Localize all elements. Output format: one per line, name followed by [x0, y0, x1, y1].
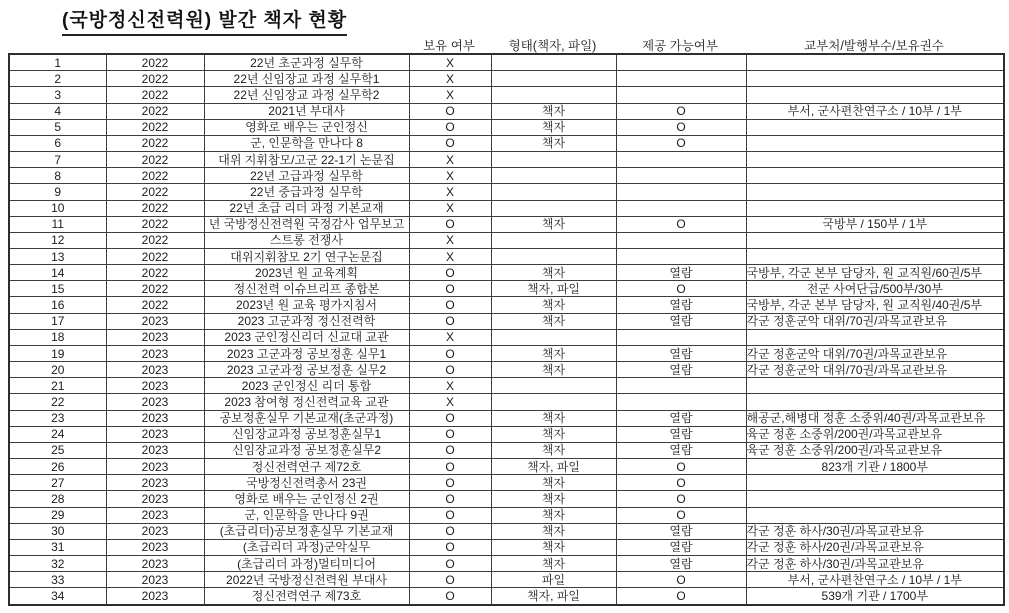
cell-title: 군, 인문학을 만나다 8: [204, 135, 409, 151]
cell-format: 책자: [491, 362, 616, 378]
cell-no: 25: [9, 442, 106, 458]
cell-title: 22년 신임장교 과정 실무학2: [204, 87, 409, 103]
cell-availability: 열람: [616, 345, 746, 361]
cell-title: 영화로 배우는 군인정신 2권: [204, 491, 409, 507]
cell-no: 1: [9, 54, 106, 71]
cell-availability: O: [616, 507, 746, 523]
cell-own-status: X: [409, 329, 491, 345]
cell-availability: [616, 168, 746, 184]
table-row: [9, 507, 1004, 523]
cell-format: 책자: [491, 265, 616, 281]
cell-no: 15: [9, 281, 106, 297]
cell-format: 책자: [491, 442, 616, 458]
cell-distribution: [746, 329, 1004, 345]
cell-own-status: O: [409, 555, 491, 571]
cell-title: 공보정훈실무 기본교재(초군과정): [204, 410, 409, 426]
cell-year: 2023: [106, 475, 204, 491]
cell-availability: [616, 378, 746, 394]
cell-format: 파일: [491, 572, 616, 588]
cell-distribution: 각군 정훈군악 대위/70권/과목교관보유: [746, 313, 1004, 329]
table-row: [9, 410, 1004, 426]
cell-no: 34: [9, 588, 106, 605]
cell-distribution: [746, 378, 1004, 394]
cell-availability: O: [616, 103, 746, 119]
cell-title: 2023년 원 교육 평가지침서: [204, 297, 409, 313]
cell-own-status: X: [409, 54, 491, 71]
cell-distribution: 국방부, 각군 본부 담당자, 원 교직원/60권/5부: [746, 265, 1004, 281]
cell-availability: 열람: [616, 539, 746, 555]
table-row: [9, 152, 1004, 168]
cell-year: 2022: [106, 297, 204, 313]
cell-year: 2023: [106, 410, 204, 426]
cell-no: 8: [9, 168, 106, 184]
cell-own-status: O: [409, 459, 491, 475]
cell-availability: [616, 394, 746, 410]
table-row: [9, 71, 1004, 87]
column-header-format: 형태(책자, 파일): [508, 39, 597, 53]
cell-no: 13: [9, 249, 106, 265]
cell-format: 책자: [491, 345, 616, 361]
cell-title: 정신전력 이슈브리프 종합본: [204, 281, 409, 297]
cell-format: 책자: [491, 523, 616, 539]
table-row: [9, 362, 1004, 378]
cell-availability: [616, 200, 746, 216]
cell-format: 책자: [491, 555, 616, 571]
table-row: [9, 281, 1004, 297]
table-row: [9, 345, 1004, 361]
cell-availability: 열람: [616, 442, 746, 458]
cell-no: 30: [9, 523, 106, 539]
cell-year: 2023: [106, 539, 204, 555]
table-row: [9, 297, 1004, 313]
cell-year: 2022: [106, 119, 204, 135]
cell-own-status: O: [409, 265, 491, 281]
cell-title: 2022년 국방정신전력원 부대사: [204, 572, 409, 588]
cell-distribution: [746, 54, 1004, 71]
cell-distribution: [746, 232, 1004, 248]
table-row: [9, 459, 1004, 475]
cell-distribution: 823개 기관 / 1800부: [746, 459, 1004, 475]
cell-year: 2023: [106, 394, 204, 410]
cell-own-status: O: [409, 507, 491, 523]
cell-year: 2023: [106, 491, 204, 507]
cell-title: 22년 신임장교 과정 실무학1: [204, 71, 409, 87]
cell-title: 22년 초급 리더 과정 기본교재: [204, 200, 409, 216]
cell-year: 2023: [106, 507, 204, 523]
column-header-availability: 제공 가능여부: [642, 39, 718, 53]
cell-year: 2022: [106, 281, 204, 297]
cell-own-status: X: [409, 249, 491, 265]
cell-own-status: O: [409, 426, 491, 442]
cell-no: 4: [9, 103, 106, 119]
cell-availability: 열람: [616, 426, 746, 442]
cell-format: [491, 329, 616, 345]
cell-year: 2022: [106, 54, 204, 71]
cell-distribution: [746, 71, 1004, 87]
cell-title: 2023 군인정신리더 신교대 교관: [204, 329, 409, 345]
cell-distribution: [746, 475, 1004, 491]
table-body: [9, 54, 1004, 605]
cell-year: 2023: [106, 362, 204, 378]
table-row: [9, 426, 1004, 442]
cell-distribution: [746, 168, 1004, 184]
cell-no: 3: [9, 87, 106, 103]
cell-availability: 열람: [616, 297, 746, 313]
cell-format: [491, 71, 616, 87]
cell-format: 책자: [491, 491, 616, 507]
cell-own-status: O: [409, 103, 491, 119]
cell-own-status: O: [409, 475, 491, 491]
cell-year: 2023: [106, 588, 204, 605]
cell-year: 2022: [106, 265, 204, 281]
cell-year: 2023: [106, 442, 204, 458]
cell-distribution: [746, 152, 1004, 168]
cell-no: 28: [9, 491, 106, 507]
cell-availability: [616, 71, 746, 87]
cell-distribution: [746, 394, 1004, 410]
cell-title: 년 국방정신전력원 국정감사 업무보고: [204, 216, 409, 232]
cell-own-status: X: [409, 71, 491, 87]
cell-year: 2022: [106, 168, 204, 184]
cell-year: 2022: [106, 87, 204, 103]
cell-year: 2023: [106, 572, 204, 588]
cell-no: 7: [9, 152, 106, 168]
cell-availability: 열람: [616, 555, 746, 571]
cell-distribution: 각군 정훈군악 대위/70권/과목교관보유: [746, 362, 1004, 378]
cell-title: 2023년 원 교육계획: [204, 265, 409, 281]
cell-year: 2022: [106, 103, 204, 119]
cell-own-status: X: [409, 200, 491, 216]
cell-own-status: X: [409, 87, 491, 103]
cell-year: 2023: [106, 345, 204, 361]
cell-availability: O: [616, 588, 746, 605]
cell-no: 24: [9, 426, 106, 442]
cell-own-status: O: [409, 313, 491, 329]
cell-availability: O: [616, 572, 746, 588]
cell-distribution: 국방부, 각군 본부 담당자, 원 교직원/40권/5부: [746, 297, 1004, 313]
cell-distribution: 전군 사여단급/500부/30부: [746, 281, 1004, 297]
table-row: [9, 491, 1004, 507]
cell-no: 17: [9, 313, 106, 329]
cell-availability: [616, 152, 746, 168]
cell-format: 책자, 파일: [491, 588, 616, 605]
cell-title: 22년 초군과정 실무학: [204, 54, 409, 71]
table-row: [9, 442, 1004, 458]
cell-distribution: [746, 249, 1004, 265]
cell-own-status: O: [409, 410, 491, 426]
cell-own-status: X: [409, 232, 491, 248]
cell-year: 2023: [106, 329, 204, 345]
cell-availability: [616, 184, 746, 200]
cell-no: 9: [9, 184, 106, 200]
cell-own-status: O: [409, 135, 491, 151]
cell-availability: O: [616, 216, 746, 232]
cell-format: 책자: [491, 135, 616, 151]
table-row: [9, 265, 1004, 281]
cell-own-status: O: [409, 588, 491, 605]
cell-availability: [616, 249, 746, 265]
cell-distribution: [746, 184, 1004, 200]
table-row: [9, 168, 1004, 184]
table-row: [9, 555, 1004, 571]
cell-distribution: [746, 491, 1004, 507]
cell-own-status: O: [409, 281, 491, 297]
cell-year: 2022: [106, 184, 204, 200]
cell-format: 책자, 파일: [491, 459, 616, 475]
table-row: [9, 523, 1004, 539]
cell-year: 2023: [106, 313, 204, 329]
cell-title: 영화로 배우는 군인정신: [204, 119, 409, 135]
cell-distribution: [746, 119, 1004, 135]
table-row: [9, 572, 1004, 588]
table-row: [9, 232, 1004, 248]
cell-own-status: X: [409, 152, 491, 168]
cell-year: 2022: [106, 71, 204, 87]
cell-distribution: 육군 정훈 소중위/200권/과목교관보유: [746, 426, 1004, 442]
table-row: [9, 313, 1004, 329]
cell-format: 책자, 파일: [491, 281, 616, 297]
cell-distribution: [746, 200, 1004, 216]
column-header-own-status: 보유 여부: [423, 39, 475, 53]
table-row: [9, 588, 1004, 605]
cell-no: 22: [9, 394, 106, 410]
cell-no: 19: [9, 345, 106, 361]
cell-no: 29: [9, 507, 106, 523]
cell-distribution: 각군 정훈군악 대위/70권/과목교관보유: [746, 345, 1004, 361]
cell-own-status: O: [409, 523, 491, 539]
cell-distribution: 부서, 군사편찬연구소 / 10부 / 1부: [746, 572, 1004, 588]
cell-format: [491, 232, 616, 248]
cell-own-status: O: [409, 572, 491, 588]
cell-own-status: X: [409, 378, 491, 394]
cell-year: 2023: [106, 555, 204, 571]
cell-title: (초급리더 과정)멀티미디어: [204, 555, 409, 571]
cell-no: 10: [9, 200, 106, 216]
cell-format: 책자: [491, 216, 616, 232]
cell-own-status: O: [409, 442, 491, 458]
cell-availability: [616, 87, 746, 103]
column-header-distribution: 교부처/발행부수/보유권수: [804, 39, 944, 53]
table-row: [9, 475, 1004, 491]
cell-distribution: [746, 135, 1004, 151]
cell-own-status: O: [409, 297, 491, 313]
cell-format: [491, 152, 616, 168]
table-row: [9, 135, 1004, 151]
cell-no: 32: [9, 555, 106, 571]
cell-own-status: X: [409, 394, 491, 410]
cell-year: 2022: [106, 216, 204, 232]
cell-year: 2023: [106, 378, 204, 394]
cell-title: 국방정신전력총서 23권: [204, 475, 409, 491]
cell-year: 2022: [106, 232, 204, 248]
cell-title: 2021년 부대사: [204, 103, 409, 119]
table-row: [9, 394, 1004, 410]
cell-year: 2022: [106, 135, 204, 151]
cell-title: 대위 지휘참모/고군 22-1기 논문집: [204, 152, 409, 168]
table-row: [9, 539, 1004, 555]
cell-availability: 열람: [616, 313, 746, 329]
cell-year: 2023: [106, 459, 204, 475]
cell-availability: 열람: [616, 362, 746, 378]
cell-no: 23: [9, 410, 106, 426]
cell-own-status: X: [409, 184, 491, 200]
cell-format: [491, 200, 616, 216]
cell-availability: O: [616, 459, 746, 475]
cell-year: 2022: [106, 200, 204, 216]
cell-availability: [616, 54, 746, 71]
cell-title: 정신전력연구 제72호: [204, 459, 409, 475]
cell-year: 2022: [106, 249, 204, 265]
cell-no: 21: [9, 378, 106, 394]
cell-availability: 열람: [616, 410, 746, 426]
cell-own-status: O: [409, 491, 491, 507]
cell-title: 22년 중급과정 실무학: [204, 184, 409, 200]
cell-title: 2023 참여형 정신전력교육 교관: [204, 394, 409, 410]
cell-year: 2023: [106, 426, 204, 442]
cell-distribution: [746, 507, 1004, 523]
cell-title: 22년 고급과정 실무학: [204, 168, 409, 184]
cell-format: [491, 394, 616, 410]
cell-availability: [616, 232, 746, 248]
table-row: [9, 184, 1004, 200]
cell-availability: [616, 329, 746, 345]
cell-no: 2: [9, 71, 106, 87]
cell-no: 31: [9, 539, 106, 555]
page-title: (국방정신전력원) 발간 책자 현황: [62, 5, 347, 36]
table-row: [9, 54, 1004, 71]
cell-no: 12: [9, 232, 106, 248]
cell-format: 책자: [491, 103, 616, 119]
cell-format: 책자: [491, 426, 616, 442]
cell-distribution: 부서, 군사편찬연구소 / 10부 / 1부: [746, 103, 1004, 119]
cell-format: [491, 87, 616, 103]
published-books-table: [8, 53, 1005, 606]
cell-format: 책자: [491, 119, 616, 135]
table-row: [9, 216, 1004, 232]
table-row: [9, 329, 1004, 345]
cell-title: (초급리더)공보정훈실무 기본교재: [204, 523, 409, 539]
cell-no: 5: [9, 119, 106, 135]
cell-availability: O: [616, 491, 746, 507]
cell-format: 책자: [491, 539, 616, 555]
cell-year: 2023: [106, 523, 204, 539]
cell-distribution: 각군 정훈 하사/30권/과목교관보유: [746, 523, 1004, 539]
cell-title: 2023 고군과정 공보정훈 실무1: [204, 345, 409, 361]
cell-distribution: 해공군,해병대 정훈 소중위/40권/과목교관보유: [746, 410, 1004, 426]
cell-own-status: X: [409, 168, 491, 184]
cell-own-status: O: [409, 362, 491, 378]
table-row: [9, 119, 1004, 135]
cell-availability: O: [616, 119, 746, 135]
cell-availability: 열람: [616, 265, 746, 281]
cell-no: 14: [9, 265, 106, 281]
table-row: [9, 378, 1004, 394]
cell-title: 대위지휘참모 2기 연구논문집: [204, 249, 409, 265]
cell-distribution: [746, 87, 1004, 103]
cell-distribution: 539개 기관 / 1700부: [746, 588, 1004, 605]
cell-own-status: O: [409, 119, 491, 135]
cell-title: (초급리더 과정)군악실무: [204, 539, 409, 555]
cell-availability: 열람: [616, 523, 746, 539]
cell-title: 2023 고군과정 공보정훈 실무2: [204, 362, 409, 378]
cell-no: 6: [9, 135, 106, 151]
cell-distribution: 국방부 / 150부 / 1부: [746, 216, 1004, 232]
cell-own-status: O: [409, 216, 491, 232]
cell-format: [491, 249, 616, 265]
cell-title: 2023 군인정신 리더 통합: [204, 378, 409, 394]
table-row: [9, 249, 1004, 265]
cell-availability: O: [616, 135, 746, 151]
cell-year: 2022: [106, 152, 204, 168]
cell-format: [491, 378, 616, 394]
cell-no: 26: [9, 459, 106, 475]
cell-format: 책자: [491, 410, 616, 426]
cell-availability: O: [616, 475, 746, 491]
cell-no: 33: [9, 572, 106, 588]
cell-title: 정신전력연구 제73호: [204, 588, 409, 605]
cell-format: [491, 184, 616, 200]
cell-no: 16: [9, 297, 106, 313]
cell-format: [491, 168, 616, 184]
cell-distribution: 각군 정훈 하사/30권/과목교관보유: [746, 555, 1004, 571]
cell-own-status: O: [409, 539, 491, 555]
cell-distribution: 육군 정훈 소중위/200권/과목교관보유: [746, 442, 1004, 458]
table-row: [9, 200, 1004, 216]
cell-title: 신임장교과정 공보정훈실무1: [204, 426, 409, 442]
cell-no: 27: [9, 475, 106, 491]
cell-no: 20: [9, 362, 106, 378]
cell-format: 책자: [491, 297, 616, 313]
table-row: [9, 103, 1004, 119]
cell-distribution: 각군 정훈 하사/20권/과목교관보유: [746, 539, 1004, 555]
cell-format: 책자: [491, 475, 616, 491]
cell-title: 스트롱 전쟁사: [204, 232, 409, 248]
cell-format: [491, 54, 616, 71]
cell-title: 군, 인문학을 만나다 9권: [204, 507, 409, 523]
cell-title: 신임장교과정 공보정훈실무2: [204, 442, 409, 458]
cell-availability: O: [616, 281, 746, 297]
table-row: [9, 87, 1004, 103]
cell-own-status: O: [409, 345, 491, 361]
cell-format: 책자: [491, 313, 616, 329]
cell-no: 11: [9, 216, 106, 232]
cell-format: 책자: [491, 507, 616, 523]
cell-title: 2023 고군과정 정신전력학: [204, 313, 409, 329]
cell-no: 18: [9, 329, 106, 345]
